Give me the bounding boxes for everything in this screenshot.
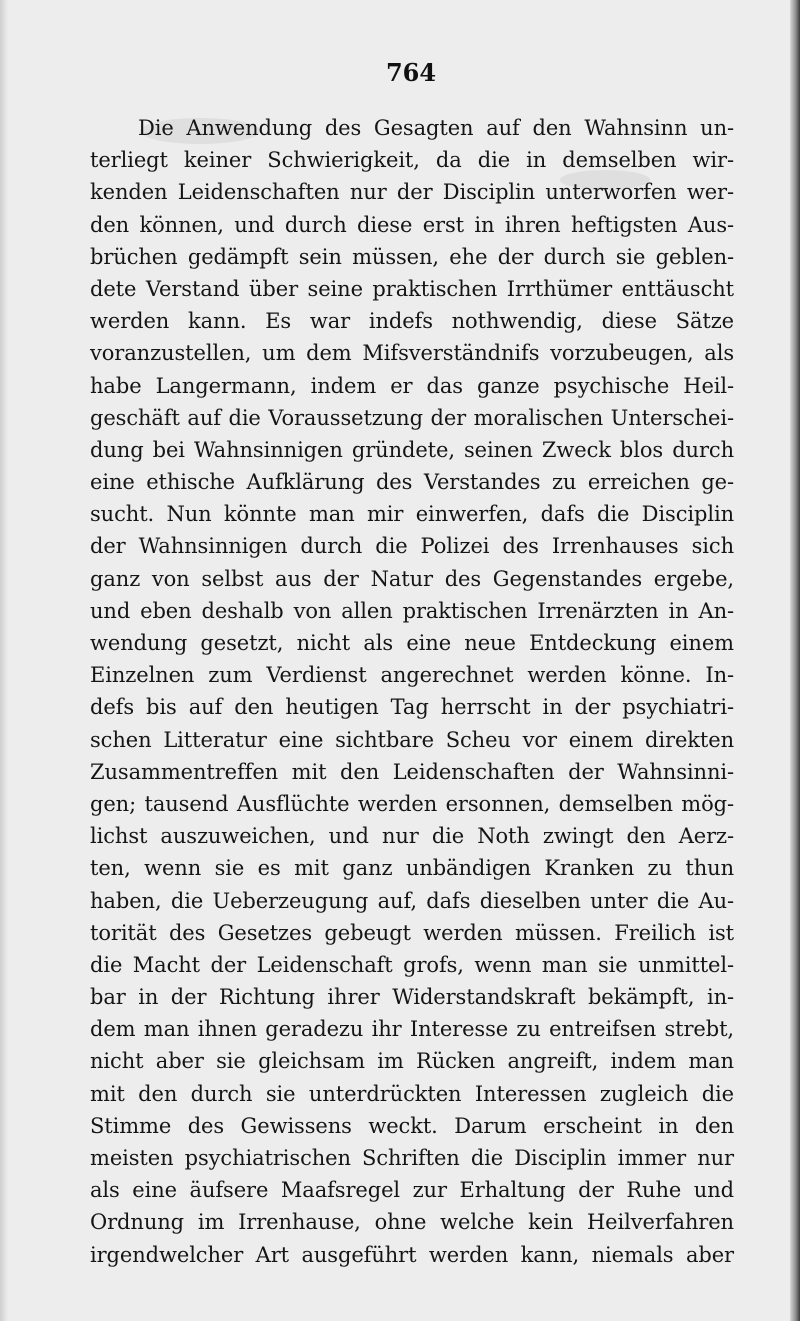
text-line: ganz von selbst aus der Natur des Gegenstandes ergebe,: [90, 566, 734, 591]
text-line: meisten psychiatrischen Schriften die Disciplin immer nur: [90, 1146, 734, 1170]
text-line: bar in der Richtung ihrer Widerstandskraft bekämpft, in-: [90, 985, 734, 1010]
text-line: eine ethische Aufklärung des Verstandes zu erreichen ge-: [90, 470, 734, 495]
text-line: dung bei Wahnsinnigen gründete, seinen Zweck blos durch: [90, 437, 734, 462]
text-line: kenden Leidenschaften nur der Disciplin unterworfen wer-: [90, 180, 734, 205]
text-line: werden kann. Es war indefs nothwendig, diese Sätze: [90, 309, 734, 334]
text-line: den können, und durch diese erst in ihren heftigsten Aus-: [90, 212, 734, 237]
text-line: wendung gesetzt, nicht als eine neue Entdeckung einem: [90, 631, 734, 655]
text-line: sucht. Nun könnte man mir einwerfen, dafs die Disciplin: [90, 502, 734, 527]
text-line: lichst auszuweichen, und nur die Noth zwingt den Aerz-: [90, 824, 734, 849]
text-line: Stimme des Gewissens weckt. Darum erscheint in den: [90, 1113, 734, 1138]
text-line: Ordnung im Irrenhause, ohne welche kein Heilverfahren: [90, 1210, 734, 1235]
text-line: voranzustellen, um dem Mifsverständnifs vorzubeugen, als: [90, 341, 734, 366]
text-line: gen; tausend Ausflüchte werden ersonnen, demselben mög-: [90, 791, 734, 816]
text-line: ten, wenn sie es mit ganz unbändigen Kranken zu thun: [90, 856, 734, 881]
text-line: dete Verstand über seine praktischen Irrthümer enttäuscht: [90, 276, 734, 301]
text-line: als eine äufsere Maafsregel zur Erhaltung der Ruhe und: [90, 1178, 734, 1203]
text-line: defs bis auf den heutigen Tag herrscht in der psychiatri-: [90, 695, 734, 720]
text-line: geschäft auf die Voraussetzung der moralischen Unterschei-: [90, 405, 734, 430]
text-line: torität des Gesetzes gebeugt werden müssen. Freilich ist: [90, 920, 734, 945]
page-right-edge-shadow: [790, 0, 800, 1321]
text-line: die Macht der Leidenschaft grofs, wenn man sie unmittel-: [90, 952, 734, 977]
text-line: brüchen gedämpft sein müssen, ehe der durch sie geblen-: [90, 244, 734, 269]
text-line: dem man ihnen geradezu ihr Interesse zu entreifsen strebt,: [90, 1017, 734, 1042]
text-line: und eben deshalb von allen praktischen Irrenärzten in An-: [90, 598, 734, 623]
body-text: [90, 112, 734, 1271]
page-number: 764: [385, 58, 437, 87]
text-line: habe Langermann, indem er das ganze psychische Heil-: [90, 373, 734, 398]
text-line: Einzelnen zum Verdienst angerechnet werden könne. In-: [90, 663, 734, 688]
text-line: Zusammentreffen mit den Leidenschaften der Wahnsinni-: [90, 759, 734, 784]
text-line: nicht aber sie gleichsam im Rücken angreift, indem man: [90, 1049, 734, 1074]
text-line: der Wahnsinnigen durch die Polizei des Irrenhauses sich: [90, 534, 734, 559]
text-line: Die Anwendung des Gesagten auf den Wahnsinn un-: [138, 116, 734, 140]
text-line: mit den durch sie unterdrückten Interessen zugleich die: [90, 1081, 734, 1106]
text-line: irgendwelcher Art ausgeführt werden kann, niemals aber: [90, 1242, 734, 1267]
page-left-margin-shadow: [0, 0, 8, 1321]
text-line: haben, die Ueberzeugung auf, dafs dieselben unter die Au-: [90, 888, 734, 913]
text-line: terliegt keiner Schwierigkeit, da die in demselben wir-: [90, 148, 734, 173]
text-line: schen Litteratur eine sichtbare Scheu vor einem direkten: [90, 727, 734, 752]
